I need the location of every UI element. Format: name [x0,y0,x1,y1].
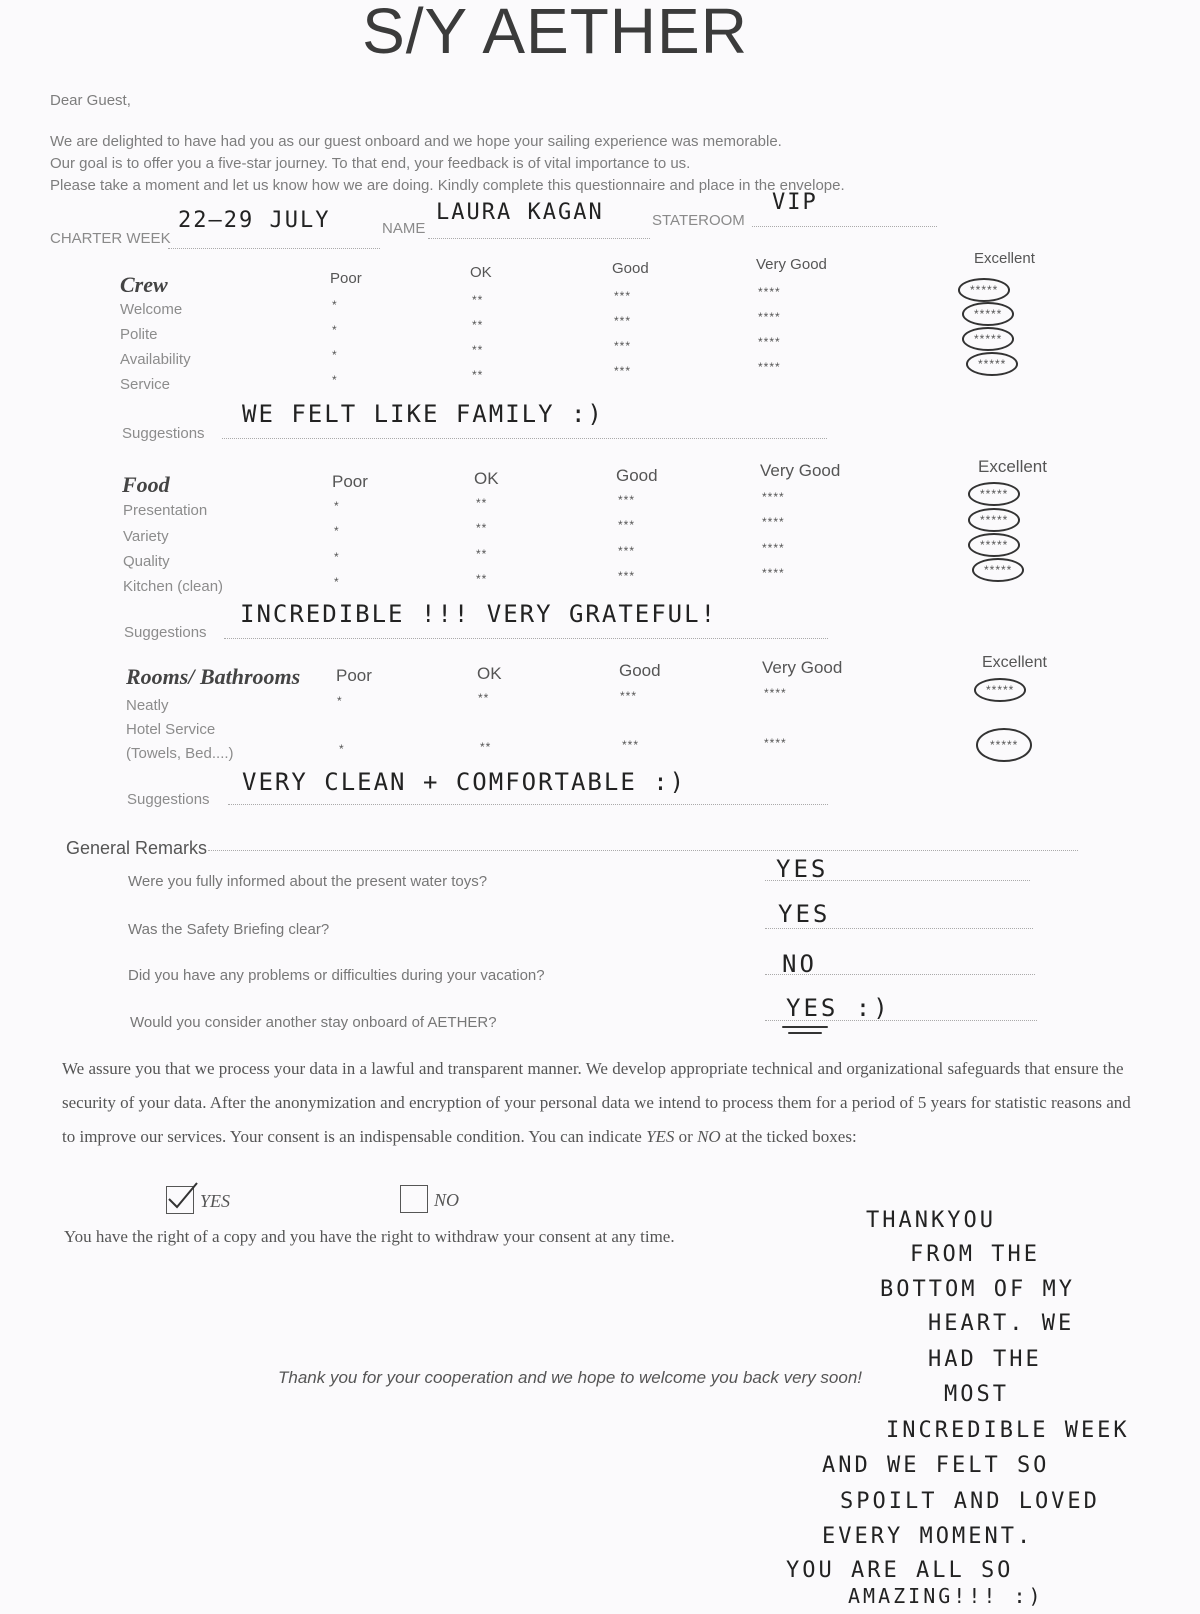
rating-poor: * [334,524,340,538]
rating-excellent-circled: ***** [968,508,1020,532]
crew-header-very-good: Very Good [756,256,827,273]
remark-question: Were you fully informed about the present water toys? [128,873,488,890]
name-value: LAURA KAGAN [436,200,604,225]
rating-ok: ** [480,740,492,754]
rating-good: *** [614,289,632,303]
rating-very-good: **** [758,285,781,299]
consent-no-checkbox[interactable] [400,1185,428,1213]
note-line: SPOILT AND LOVED [840,1489,1100,1514]
crew-section-title: Crew [120,272,168,297]
remark-question: Was the Safety Briefing clear? [128,921,330,938]
consent-yes-checkbox[interactable] [166,1186,194,1214]
crew-header-excellent: Excellent [974,250,1035,267]
rating-ok: ** [478,691,490,705]
rating-good: *** [614,339,632,353]
rating-very-good: **** [764,686,787,700]
food-header-very-good: Very Good [760,461,841,480]
underline-stroke [782,1026,828,1028]
remark-answer: YES :) [786,994,891,1022]
withdraw-consent-text: You have the right of a copy and you have the right to withdraw your consent at any time. [64,1227,675,1246]
rating-good: *** [618,518,636,532]
rating-excellent-circled: ***** [976,728,1032,762]
intro-line-1: We are delighted to have had you as our guest onboard and we hope your sailing experience was memorable. [50,133,782,150]
food-item: Variety [123,528,169,545]
closing-thanks: Thank you for your cooperation and we hope to welcome you back very soon! [278,1368,863,1387]
rating-very-good: **** [762,541,785,555]
rating-poor: * [332,298,338,312]
consent-no-label: NO [434,1190,460,1210]
privacy-yes-word: YES [646,1127,675,1146]
rating-excellent-circled: ***** [972,558,1024,582]
rating-good: *** [620,689,638,703]
rating-ok: ** [472,343,484,357]
privacy-no-word: NO [697,1127,721,1146]
note-line: AMAZING!!! :) [848,1584,1044,1608]
rating-very-good: **** [758,360,781,374]
crew-header-good: Good [612,260,649,277]
rating-ok: ** [476,547,488,561]
rating-very-good: **** [758,335,781,349]
rating-excellent-circled: ***** [962,302,1014,326]
rooms-header-very-good: Very Good [762,658,843,677]
note-line: EVERY MOMENT. [822,1524,1034,1549]
note-line: HEART. WE [928,1311,1075,1336]
stateroom-value: VIP [772,190,818,215]
crew-header-poor: Poor [330,270,362,287]
food-header-ok: OK [474,469,499,488]
note-line: HAD THE [928,1347,1042,1372]
underline-stroke [788,1032,822,1034]
intro-line-3: Please take a moment and let us know how we are doing. Kindly complete this questionnaire and place in the envelope. [50,177,845,194]
greeting: Dear Guest, [50,92,131,109]
remark-question: Did you have any problems or difficulties during your vacation? [128,967,545,984]
crew-item: Polite [120,326,158,343]
charter-week-value: 22–29 JULY [178,208,331,233]
rooms-suggestion-text: VERY CLEAN + COMFORTABLE :) [242,768,687,796]
rating-ok: ** [476,496,488,510]
rating-poor: * [334,550,340,564]
note-line: YOU ARE ALL SO [786,1558,1014,1583]
rooms-header-excellent: Excellent [982,654,1047,671]
food-suggestion-text: INCREDIBLE !!! VERY GRATEFUL! [240,600,718,628]
food-item: Presentation [123,502,208,519]
rating-very-good: **** [758,310,781,324]
rating-ok: ** [472,318,484,332]
stateroom-label: STATEROOM [652,212,745,229]
rating-ok: ** [472,368,484,382]
general-remarks-line [208,830,1078,851]
rating-good: *** [614,314,632,328]
rooms-item: (Towels, Bed....) [126,745,234,762]
rating-good: *** [618,493,636,507]
crew-item: Availability [120,351,191,368]
rating-good: *** [614,364,632,378]
food-header-good: Good [616,466,658,485]
rating-ok: ** [476,521,488,535]
rooms-header-poor: Poor [336,666,372,685]
privacy-text-end: at the ticked boxes: [720,1127,857,1146]
crew-item: Service [120,376,171,393]
rating-excellent-circled: ***** [968,482,1020,506]
rating-excellent-circled: ***** [968,533,1020,557]
page-title: S/Y AETHER [362,0,748,67]
rating-poor: * [332,348,338,362]
general-remarks-title: General Remarks [66,838,208,858]
food-header-poor: Poor [332,472,368,491]
remark-answer: YES [778,900,831,928]
note-line: BOTTOM OF MY [880,1277,1075,1302]
rating-excellent-circled: ***** [974,678,1026,702]
rating-very-good: **** [764,736,787,750]
rating-ok: ** [476,572,488,586]
food-item: Quality [123,553,170,570]
remark-answer: NO [782,950,817,978]
check-mark-icon [165,1179,199,1213]
rating-very-good: **** [762,490,785,504]
rooms-suggestions-label: Suggestions [127,791,210,808]
note-line: INCREDIBLE WEEK [886,1418,1130,1443]
rating-good: *** [618,569,636,583]
remark-question: Would you consider another stay onboard of AETHER? [130,1014,497,1031]
food-section-title: Food [122,472,170,497]
rating-poor: * [332,323,338,337]
rooms-item: Hotel Service [126,721,216,738]
note-line: AND WE FELT SO [822,1453,1050,1478]
crew-suggestions-label: Suggestions [122,425,205,442]
note-line: MOST [944,1382,1009,1407]
rating-poor: * [334,575,340,589]
rating-poor: * [332,373,338,387]
rating-excellent-circled: ***** [966,352,1018,376]
rating-excellent-circled: ***** [958,278,1010,302]
intro-line-2: Our goal is to offer you a five-star journey. To that end, your feedback is of vital importance to us. [50,155,691,172]
rating-very-good: **** [762,566,785,580]
rating-very-good: **** [762,515,785,529]
food-header-excellent: Excellent [978,457,1047,476]
charter-week-label: CHARTER WEEK [50,230,171,247]
rating-poor: * [334,499,340,513]
note-line: FROM THE [910,1242,1040,1267]
privacy-or-word: or [674,1127,698,1146]
crew-suggestion-text: WE FELT LIKE FAMILY :) [242,400,604,428]
rating-ok: ** [472,293,484,307]
crew-item: Welcome [120,301,183,318]
rating-good: *** [618,544,636,558]
privacy-text: We assure you that we process your data in a lawful and transparent manner. We develop appropriate technical and organizational safeguards that ensure the security of your data. After the anonymization and encryption of your personal data we intend to process them for a period of 5 years for statistic reasons and to improve our services. Your consent is an indispensable condition. You can indicate [62,1059,1131,1146]
food-item: Kitchen (clean) [123,578,224,595]
name-label: NAME [382,220,426,237]
rating-poor: * [337,694,343,708]
consent-yes-label: YES [200,1191,231,1211]
rooms-header-good: Good [619,661,661,680]
rooms-section-title: Rooms/ Bathrooms [126,664,301,689]
rating-good: *** [622,738,640,752]
rating-excellent-circled: ***** [962,327,1014,351]
note-line: THANKYOU [866,1208,996,1233]
food-suggestions-label: Suggestions [124,624,207,641]
rooms-header-ok: OK [477,664,502,683]
rooms-item: Neatly [126,697,169,714]
rating-poor: * [339,742,345,756]
remark-answer: YES [776,855,829,883]
data-privacy-paragraph [62,1052,1136,1154]
crew-header-ok: OK [470,264,492,281]
